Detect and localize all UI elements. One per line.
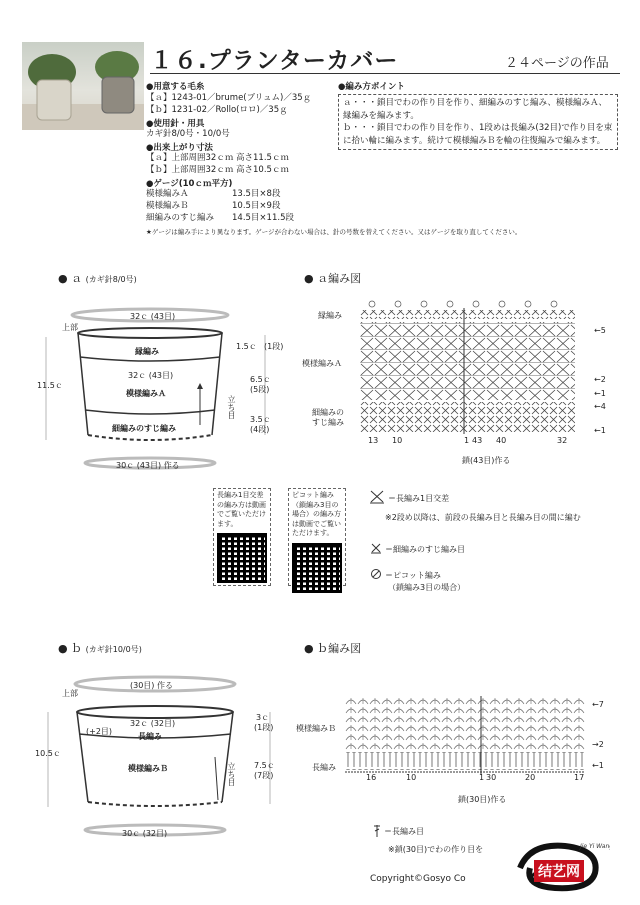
dc-icon: [372, 824, 382, 838]
section-b-hook: (カギ針10/0号): [85, 645, 142, 654]
pot-b-plus: (+2目): [86, 727, 113, 736]
tools: カギ針8/0号・10/0号: [146, 129, 230, 139]
qr-box-picot: [288, 488, 346, 586]
pot-a-dim3-rows: (4段): [250, 425, 270, 434]
chart-a-edge-label: 縁編み: [318, 311, 342, 320]
cross-stitch-icon: [370, 490, 386, 504]
qr-box-cross: [213, 488, 271, 586]
chart-b-row-1: ←7: [592, 700, 604, 709]
pot-b-band-label: 長編み: [138, 732, 162, 741]
chart-a-tick-4: 43: [472, 436, 483, 445]
legend-dc: ＝長編み目: [384, 827, 424, 836]
chart-a-bottom-label-2: すじ編み: [312, 418, 344, 427]
points-line-a: ａ・・・鎖目でわの作り目を作り、細編みのすじ編み、模様編みＡ、縁編みを編みます。: [343, 98, 608, 121]
section-b-letter: ｂ: [71, 642, 83, 655]
chart-a-bottom-label: [312, 408, 344, 428]
copyright: Copyright©Gosyo Co: [370, 874, 466, 884]
pot-b-height: 10.5ｃ: [35, 749, 61, 758]
chart-a-row-4: ←4: [594, 402, 606, 411]
pot-a-start: 立ち目: [227, 395, 236, 419]
pot-b-dim1: 3ｃ: [256, 713, 270, 722]
size-a: 【ａ】上部周囲32ｃｍ 高さ11.5ｃｍ: [146, 153, 289, 163]
chart-b-tick-5: 20: [525, 773, 536, 782]
svg-text:Jie Yi Wang: Jie Yi Wang: [580, 843, 610, 850]
chart-b-chain: 鎖(30目)作る: [458, 795, 507, 804]
legend-picot: ＝ピコット編み: [385, 571, 441, 580]
title-rule: [150, 73, 620, 74]
legend-picot-note: （鎖編み3目の場合）: [388, 583, 466, 592]
chart-b-band-label: 長編み: [312, 763, 336, 772]
pot-a-middle-width: 32ｃ (43目): [128, 371, 174, 380]
gauge-value-1: 13.5目×8段: [232, 189, 281, 199]
chart-a-row-3: ←1: [594, 389, 606, 398]
size-b: 【ｂ】上部周囲32ｃｍ 高さ10.5ｃｍ: [146, 165, 289, 175]
chart-b-tick-3: 1: [479, 773, 485, 782]
pot-b-bottom-width: 30ｃ (32目): [122, 829, 168, 838]
chart-b-row-2: →2: [592, 740, 604, 749]
qr-box-picot-text: ピコット編み（鎖編み3目の場合）の編み方は動画でご覧いただけます。: [292, 491, 341, 537]
legend-cross-note: ※2段め以降は、前段の長編み目と長編み目の間に編む: [385, 513, 581, 522]
chart-b-symbols: [345, 696, 595, 776]
pot-a-bottom-band: 細編みのすじ編み: [112, 424, 176, 433]
section-a-letter: ａ: [71, 272, 83, 285]
pot-a-dim1-rows: (1段): [264, 342, 284, 351]
pot-b-pattern-label: 模様編みＢ: [128, 764, 168, 773]
legend-sc: ＝細編みのすじ編み目: [385, 545, 465, 554]
qr-code-picot[interactable]: [292, 543, 342, 593]
legend-cross: ＝長編み1目交差: [388, 494, 450, 503]
chart-a-tick-6: 32: [557, 436, 568, 445]
chart-b-tick-2: 10: [406, 773, 417, 782]
sc-back-loop-icon: [370, 542, 382, 554]
chart-a-chain: 鎖(43目)作る: [462, 456, 511, 465]
pot-a-height: 11.5ｃ: [37, 381, 63, 390]
chart-a-row-1: ←5: [594, 326, 606, 335]
chart-b-tick-4: 30: [486, 773, 497, 782]
points-line-b: ｂ・・・鎖目でわの作り目を作り、1段めは長編み(32目)で作り目を束に拾い輪に編みます。続けて模様編みＢを輪の往復編みで編みます。: [343, 123, 613, 146]
section-a-chart-title: ● ａ編み図: [304, 272, 362, 285]
section-a-chart-title-text: ａ編み図: [317, 272, 362, 285]
chart-b-pattern-label: 模様編みＢ: [296, 724, 336, 733]
gauge-note: ★ゲージは編み手により異なります。ゲージが合わない場合は、針の号数を替えてください。又はゲージを取り直してください。: [146, 228, 522, 236]
pot-a-dim2-rows: (5段): [250, 385, 270, 394]
section-b-title: ● ｂ (カギ針10/0号): [58, 642, 142, 655]
pot-a-edge-label: 縁編み: [135, 347, 159, 356]
chart-a-tick-5: 40: [496, 436, 507, 445]
pot-b-top-width: (30目) 作る: [130, 681, 173, 690]
section-b-chart-title: ● ｂ編み図: [304, 642, 362, 655]
pot-a-top-label: 上部: [62, 323, 78, 332]
page-reference: ２４ページの作品: [505, 56, 609, 71]
pot-a-dim2: 6.5ｃ: [250, 375, 271, 384]
pot-a-pattern-label: 模様編みＡ: [126, 389, 166, 398]
points-heading: ●編み方ポイント: [338, 82, 405, 92]
tools-heading: ●使用針・用具: [146, 119, 205, 129]
pot-b-top-label: 上部: [62, 689, 78, 698]
yarn-a: 【ａ】1243-01／brume(ブリュム)／35ｇ: [146, 93, 312, 103]
pot-a-dim1: 1.5ｃ: [236, 342, 257, 351]
gauge-name-2: 模様編みＢ: [146, 201, 189, 211]
chart-a-bottom-label-1: 細編みの: [312, 408, 344, 417]
planter-photo-illustration: [22, 42, 144, 130]
chart-a-row-5: ←1: [594, 426, 606, 435]
qr-box-cross-text: 長編み1目交差の編み方は動画でご覧いただけます。: [217, 491, 266, 528]
site-logo: [510, 838, 610, 893]
chart-a-row-2: ←2: [594, 375, 606, 384]
yarn-heading: ●用意する毛糸: [146, 82, 205, 92]
gauge-value-2: 10.5目×9段: [232, 201, 281, 211]
gauge-name-1: 模様編みＡ: [146, 189, 189, 199]
pot-b-dim1-rows: (1段): [254, 723, 274, 732]
picot-icon: [370, 568, 382, 580]
pot-a-bottom-width: 30ｃ (43目) 作る: [116, 461, 180, 470]
pot-b-start: 立ち目: [227, 762, 236, 786]
pot-b-middle-width: 32ｃ (32目): [130, 719, 176, 728]
gauge-heading: ●ゲージ(10ｃｍ平方): [146, 179, 233, 189]
chart-b-row-3: ←1: [592, 761, 604, 770]
legend-dc-note: ※鎖(30目)でわの作り目を: [388, 845, 484, 854]
gauge-value-3: 14.5目×11.5段: [232, 213, 294, 223]
yarn-b: 【ｂ】1231-02／Rollo(ロロ)／35ｇ: [146, 105, 288, 115]
qr-code-cross[interactable]: [217, 533, 267, 583]
pot-a-dim3: 3.5ｃ: [250, 415, 271, 424]
chart-a-tick-2: 10: [392, 436, 403, 445]
chart-a-tick-1: 13: [368, 436, 379, 445]
chart-a-pattern-label: 模様編みＡ: [302, 359, 342, 368]
chart-b-tick-1: 16: [366, 773, 377, 782]
logo-text: 结艺网: [534, 860, 584, 882]
chart-b-tick-6: 17: [574, 773, 585, 782]
points-box: [338, 94, 618, 150]
section-a-title: ● ａ (カギ針8/0号): [58, 272, 137, 285]
section-a-hook: (カギ針8/0号): [85, 275, 137, 284]
pot-b-dim2: 7.5ｃ: [254, 761, 275, 770]
page-title: １６.プランターカバー: [150, 48, 399, 74]
size-heading: ●出来上がり寸法: [146, 143, 213, 153]
gauge-name-3: 細編みのすじ編み: [146, 213, 215, 223]
pot-b-dim2-rows: (7段): [254, 771, 274, 780]
section-b-chart-title-text: ｂ編み図: [317, 642, 362, 655]
chart-a-symbols: [360, 298, 590, 438]
product-photo: [22, 42, 144, 130]
chart-a-tick-3: 1: [464, 436, 470, 445]
pot-a-top-width: 32ｃ (43目): [130, 312, 176, 321]
